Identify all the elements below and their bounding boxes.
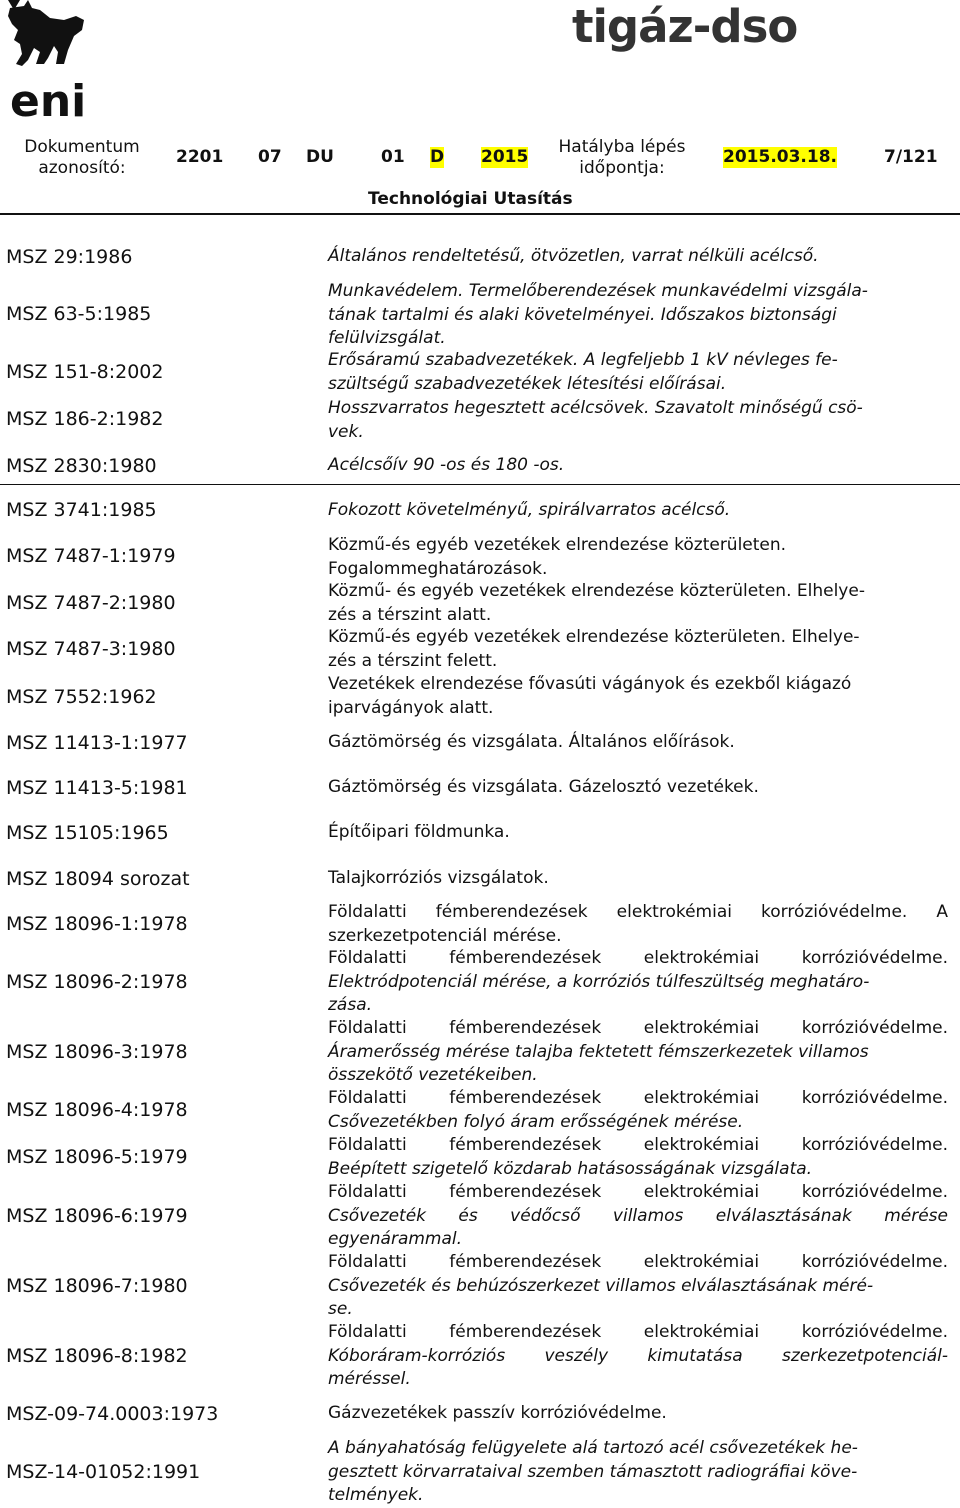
standard-code: MSZ 18094 sorozat	[6, 868, 190, 890]
standard-code: MSZ 18096-8:1982	[6, 1345, 188, 1367]
standard-code: MSZ 151-8:2002	[6, 361, 164, 383]
doc-title: Technológiai Utasítás	[368, 189, 573, 209]
standard-code: MSZ 11413-1:1977	[6, 732, 188, 754]
doc-id-part-4: 01	[381, 147, 405, 167]
standard-description: Földalatti fémberendezések elektrokémiai korrózióvédelme. Áramerősség mérése talajba fektetett fémszerkezetek villamos összekötő vezetékeiben.	[328, 1018, 948, 1085]
standard-code: MSZ 18096-6:1979	[6, 1205, 188, 1227]
standard-code: MSZ 18096-7:1980	[6, 1275, 188, 1297]
standard-code: MSZ 18096-1:1978	[6, 913, 188, 935]
standard-code: MSZ 18096-3:1978	[6, 1041, 188, 1063]
eni-logo	[4, 0, 102, 127]
standard-description: Munkavédelem. Termelőberendezések munkavédelmi vizsgála- tának tartalmi és alaki követelményei. Időszakos biztonsági felülvizsgálat.	[328, 281, 868, 348]
standard-description: Építőipari földmunka.	[328, 822, 510, 842]
standard-code: MSZ 18096-5:1979	[6, 1146, 188, 1168]
doc-id-part-5: D	[430, 147, 445, 167]
page-number: 7/121	[884, 147, 938, 167]
standard-description: Földalatti fémberendezések elektrokémiai korrózióvédelme. A szerkezetpotenciál mérése.	[328, 902, 948, 946]
standard-description: Általános rendeltetésű, ötvözetlen, varrat nélküli acélcső.	[328, 246, 819, 266]
standard-description: Talajkorróziós vizsgálatok.	[328, 868, 549, 888]
standard-description: Földalatti fémberendezések elektrokémiai korrózióvédelme. Csővezeték és behúzószerkezet villamos elválasztásának méré- se.	[328, 1252, 948, 1319]
standard-description: Földalatti fémberendezések elektrokémiai korrózióvédelme. Elektródpotenciál mérése, a korróziós túlfeszültség meghatáro- zása.	[328, 948, 948, 1015]
header-divider	[0, 213, 960, 215]
tigaz-logo-text: tigáz-dso	[572, 0, 798, 53]
standard-description: Gáztömörség és vizsgálata. Gázelosztó vezetékek.	[328, 777, 759, 797]
standard-code: MSZ-14-01052:1991	[6, 1461, 201, 1483]
section-divider	[0, 484, 960, 485]
doc-id-part-1: 2201	[176, 147, 224, 167]
standard-description: Fokozott követelményű, spirálvarratos acélcső.	[328, 500, 731, 520]
standard-code: MSZ 18096-2:1978	[6, 971, 188, 993]
standard-description: Közmű-és egyéb vezetékek elrendezése közterületen. Fogalommeghatározások.	[328, 535, 787, 579]
doc-id-part-3: DU	[306, 147, 334, 167]
tigaz-dso-logo	[572, 0, 798, 53]
standard-code: MSZ 7487-2:1980	[6, 592, 176, 614]
standard-code: MSZ 7487-1:1979	[6, 545, 176, 567]
effective-date: 2015.03.18.	[723, 147, 838, 167]
standard-description: Közmű- és egyéb vezetékek elrendezése közterületen. Elhelye- zés a térszint alatt.	[328, 581, 865, 625]
standard-description: Földalatti fémberendezések elektrokémiai korrózióvédelme. Csővezetékben folyó áram erősségének mérése.	[328, 1088, 948, 1132]
standard-description: A bányahatóság felügyelete alá tartozó acél csővezetékek he- gesztett körvarrataival szemben támasztott radiográfiai köve- telmények.	[328, 1438, 858, 1505]
standard-description: Közmű-és egyéb vezetékek elrendezése közterületen. Elhelye- zés a térszint felett.	[328, 627, 860, 671]
standard-description: Hosszvarratos hegesztett acélcsövek. Szavatolt minőségű csö- vek.	[328, 398, 863, 442]
effective-date-label: Hatályba lépés időpontja:	[558, 137, 686, 178]
standard-description: Földalatti fémberendezések elektrokémiai korrózióvédelme. Csővezeték és védőcső villamos elválasztásának mérése egyenárammal.	[328, 1182, 948, 1249]
standard-code: MSZ-09-74.0003:1973	[6, 1403, 219, 1425]
standard-description: Gáztömörség és vizsgálata. Általános előírások.	[328, 732, 735, 752]
doc-id-part-2: 07	[258, 147, 282, 167]
standard-code: MSZ 15105:1965	[6, 822, 169, 844]
standard-code: MSZ 29:1986	[6, 246, 133, 268]
standard-code: MSZ 2830:1980	[6, 455, 157, 477]
standard-code: MSZ 186-2:1982	[6, 408, 164, 430]
standard-description: Vezetékek elrendezése fővasúti vágányok és ezekből kiágazó iparvágányok alatt.	[328, 674, 852, 718]
doc-id-part-6: 2015	[481, 147, 529, 167]
standard-description: Gázvezetékek passzív korrózióvédelme.	[328, 1403, 667, 1423]
standard-code: MSZ 11413-5:1981	[6, 777, 188, 799]
standard-code: MSZ 7487-3:1980	[6, 638, 176, 660]
doc-id-label: Dokumentum azonosító:	[24, 137, 140, 178]
standard-code: MSZ 3741:1985	[6, 499, 157, 521]
standard-code: MSZ 7552:1962	[6, 686, 157, 708]
standard-description: Erősáramú szabadvezetékek. A legfeljebb 1 kV névleges fe- szültségű szabadvezetékek létesítési előírásai.	[328, 350, 838, 394]
standard-code: MSZ 18096-4:1978	[6, 1099, 188, 1121]
standard-description: Acélcsőív 90 -os és 180 -os.	[328, 455, 565, 475]
standard-description: Földalatti fémberendezések elektrokémiai korrózióvédelme. Kóboráram-korróziós veszély kimutatása szerkezetpotenciál- méréssel.	[328, 1322, 948, 1389]
standard-code: MSZ 63-5:1985	[6, 303, 152, 325]
eni-logo-text: eni	[10, 76, 87, 127]
standard-description: Földalatti fémberendezések elektrokémiai korrózióvédelme. Beépített szigetelő közdarab hatásosságának vizsgálata.	[328, 1135, 948, 1179]
